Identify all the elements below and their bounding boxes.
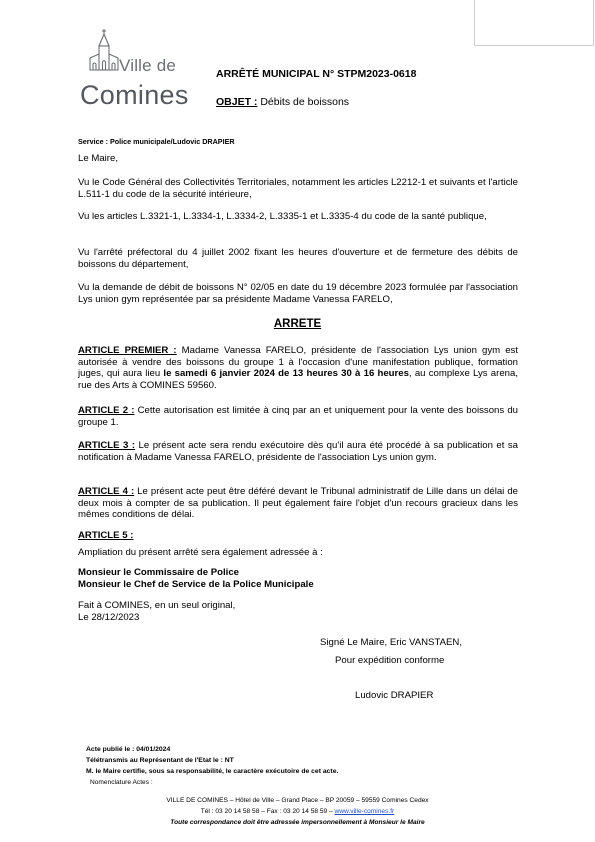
article-premier — [78, 345, 518, 391]
le-maire-line: Le Maire, — [78, 153, 118, 164]
footer-nomenclature: Nomenclature Actes : — [90, 779, 153, 786]
article-premier-date: le samedi 6 janvier 2024 de 13 heures 30 à 16 heures — [163, 368, 409, 379]
signature-maire: Signé Le Maire, Eric VANSTAEN, — [320, 637, 462, 648]
footer-mention: Toute correspondance doit être adressée impersonnellement à Monsieur le Maire — [170, 819, 425, 826]
subject-text: Débits de boissons — [257, 96, 350, 108]
expedition-conforme: Pour expédition conforme — [335, 655, 445, 666]
footer-website-link[interactable]: www.ville-comines.fr — [334, 808, 395, 815]
document-title: ARRÊTÉ MUNICIPAL N° STPM2023-0618 — [216, 68, 417, 80]
logo — [76, 28, 198, 110]
logo-ville-text: Ville de — [119, 56, 177, 75]
service-line: Service : Police municipale/Ludovic DRAPIER — [78, 137, 235, 146]
footer-contact — [0, 808, 595, 815]
document-subject — [216, 96, 349, 108]
visa-sante-publique: Vu les articles L.3321-1, L.3334-1, L.3334-2, L.3335-1 et L.3335-4 du code de la santé publique, — [78, 211, 487, 222]
article-2-label: ARTICLE 2 : — [78, 405, 135, 416]
church-icon — [84, 28, 124, 72]
destinataire-commissaire: Monsieur le Commissaire de Police — [78, 567, 240, 578]
stamp-box — [474, 0, 594, 46]
footer-publie: Acte publié le : 04/01/2024 — [86, 746, 171, 753]
fait-a: Fait à COMINES, en un seul original, — [78, 600, 236, 611]
article-3-label: ARTICLE 3 : — [78, 440, 136, 451]
signataire-name: Ludovic DRAPIER — [355, 690, 434, 701]
article-3 — [78, 440, 518, 463]
footer-adresse: VILLE DE COMINES – Hôtel de Ville – Grand Place – BP 20059 – 59559 Comines Cedex — [166, 797, 429, 804]
footer-teletransmis: Télétransmis au Représentant de l'Etat le : NT — [86, 757, 234, 764]
article-premier-lieu: , au complexe Lys arena, rue des Arts à COMINES 59560. — [78, 368, 518, 391]
footer-tel-fax: Tél : 03 20 14 58 58 – Fax : 03 20 14 58 59 – — [200, 808, 335, 815]
visa-arrete-prefectoral: Vu l'arrêté préfectoral du 4 juillet 2002 fixant les heures d'ouverture et de fermeture des débits de boissons du département, — [78, 247, 518, 270]
visa-demande: Vu la demande de débit de boissons N° 02/05 en date du 19 décembre 2023 formulée par l'association Lys union gym représentée par sa présidente Madame Vanessa FARELO, — [78, 282, 518, 305]
article-4 — [78, 486, 518, 521]
visa-cgct: Vu le Code Général des Collectivités Territoriales, notamment les articles L2212-1 et suivants et l'article L.511-1 du code de la sécurité intérieure, — [78, 177, 518, 200]
ampliation-line: Ampliation du présent arrêté sera également adressée à : — [78, 547, 323, 558]
article-4-text: Le présent acte peut être déféré devant le Tribunal administratif de Lille dans un délai de deux mois à compter de sa publication. Il peut également faire l'objet d'un recours gracieux dans les mêmes conditions de délai. — [78, 486, 518, 520]
subject-label: OBJET : — [216, 96, 258, 108]
arrete-heading: ARRETE — [273, 318, 322, 330]
article-3-text: Le présent acte sera rendu exécutoire dès qu'il aura été procédé à sa publication et sa notification à Madame Vanessa FARELO, présidente de l'association Lys union gym. — [78, 440, 519, 463]
date-line: Le 28/12/2023 — [78, 612, 140, 623]
article-premier-text: Madame Vanessa FARELO, présidente de l'association Lys union gym est autorisée à vendre des boissons du groupe 1 à l'occasion d'une manifestation publique, formation juges, qui aura lieu — [78, 345, 518, 379]
article-2 — [78, 405, 518, 428]
article-premier-label: ARTICLE PREMIER : — [78, 345, 177, 356]
article-2-text: Cette autorisation est limitée à cinq par an et uniquement pour la vente des boissons du groupe 1. — [78, 405, 518, 428]
logo-comines-text: Comines — [80, 80, 189, 110]
article-5-label: ARTICLE 5 : — [78, 530, 134, 541]
footer-certifie: M. le Maire certifie, sous sa responsabilité, le caractère exécutoire de cet acte. — [86, 768, 339, 775]
destinataire-chef-police: Monsieur le Chef de Service de la Police Municipale — [78, 579, 314, 590]
article-4-label: ARTICLE 4 : — [78, 486, 135, 497]
article-5 — [78, 530, 518, 542]
